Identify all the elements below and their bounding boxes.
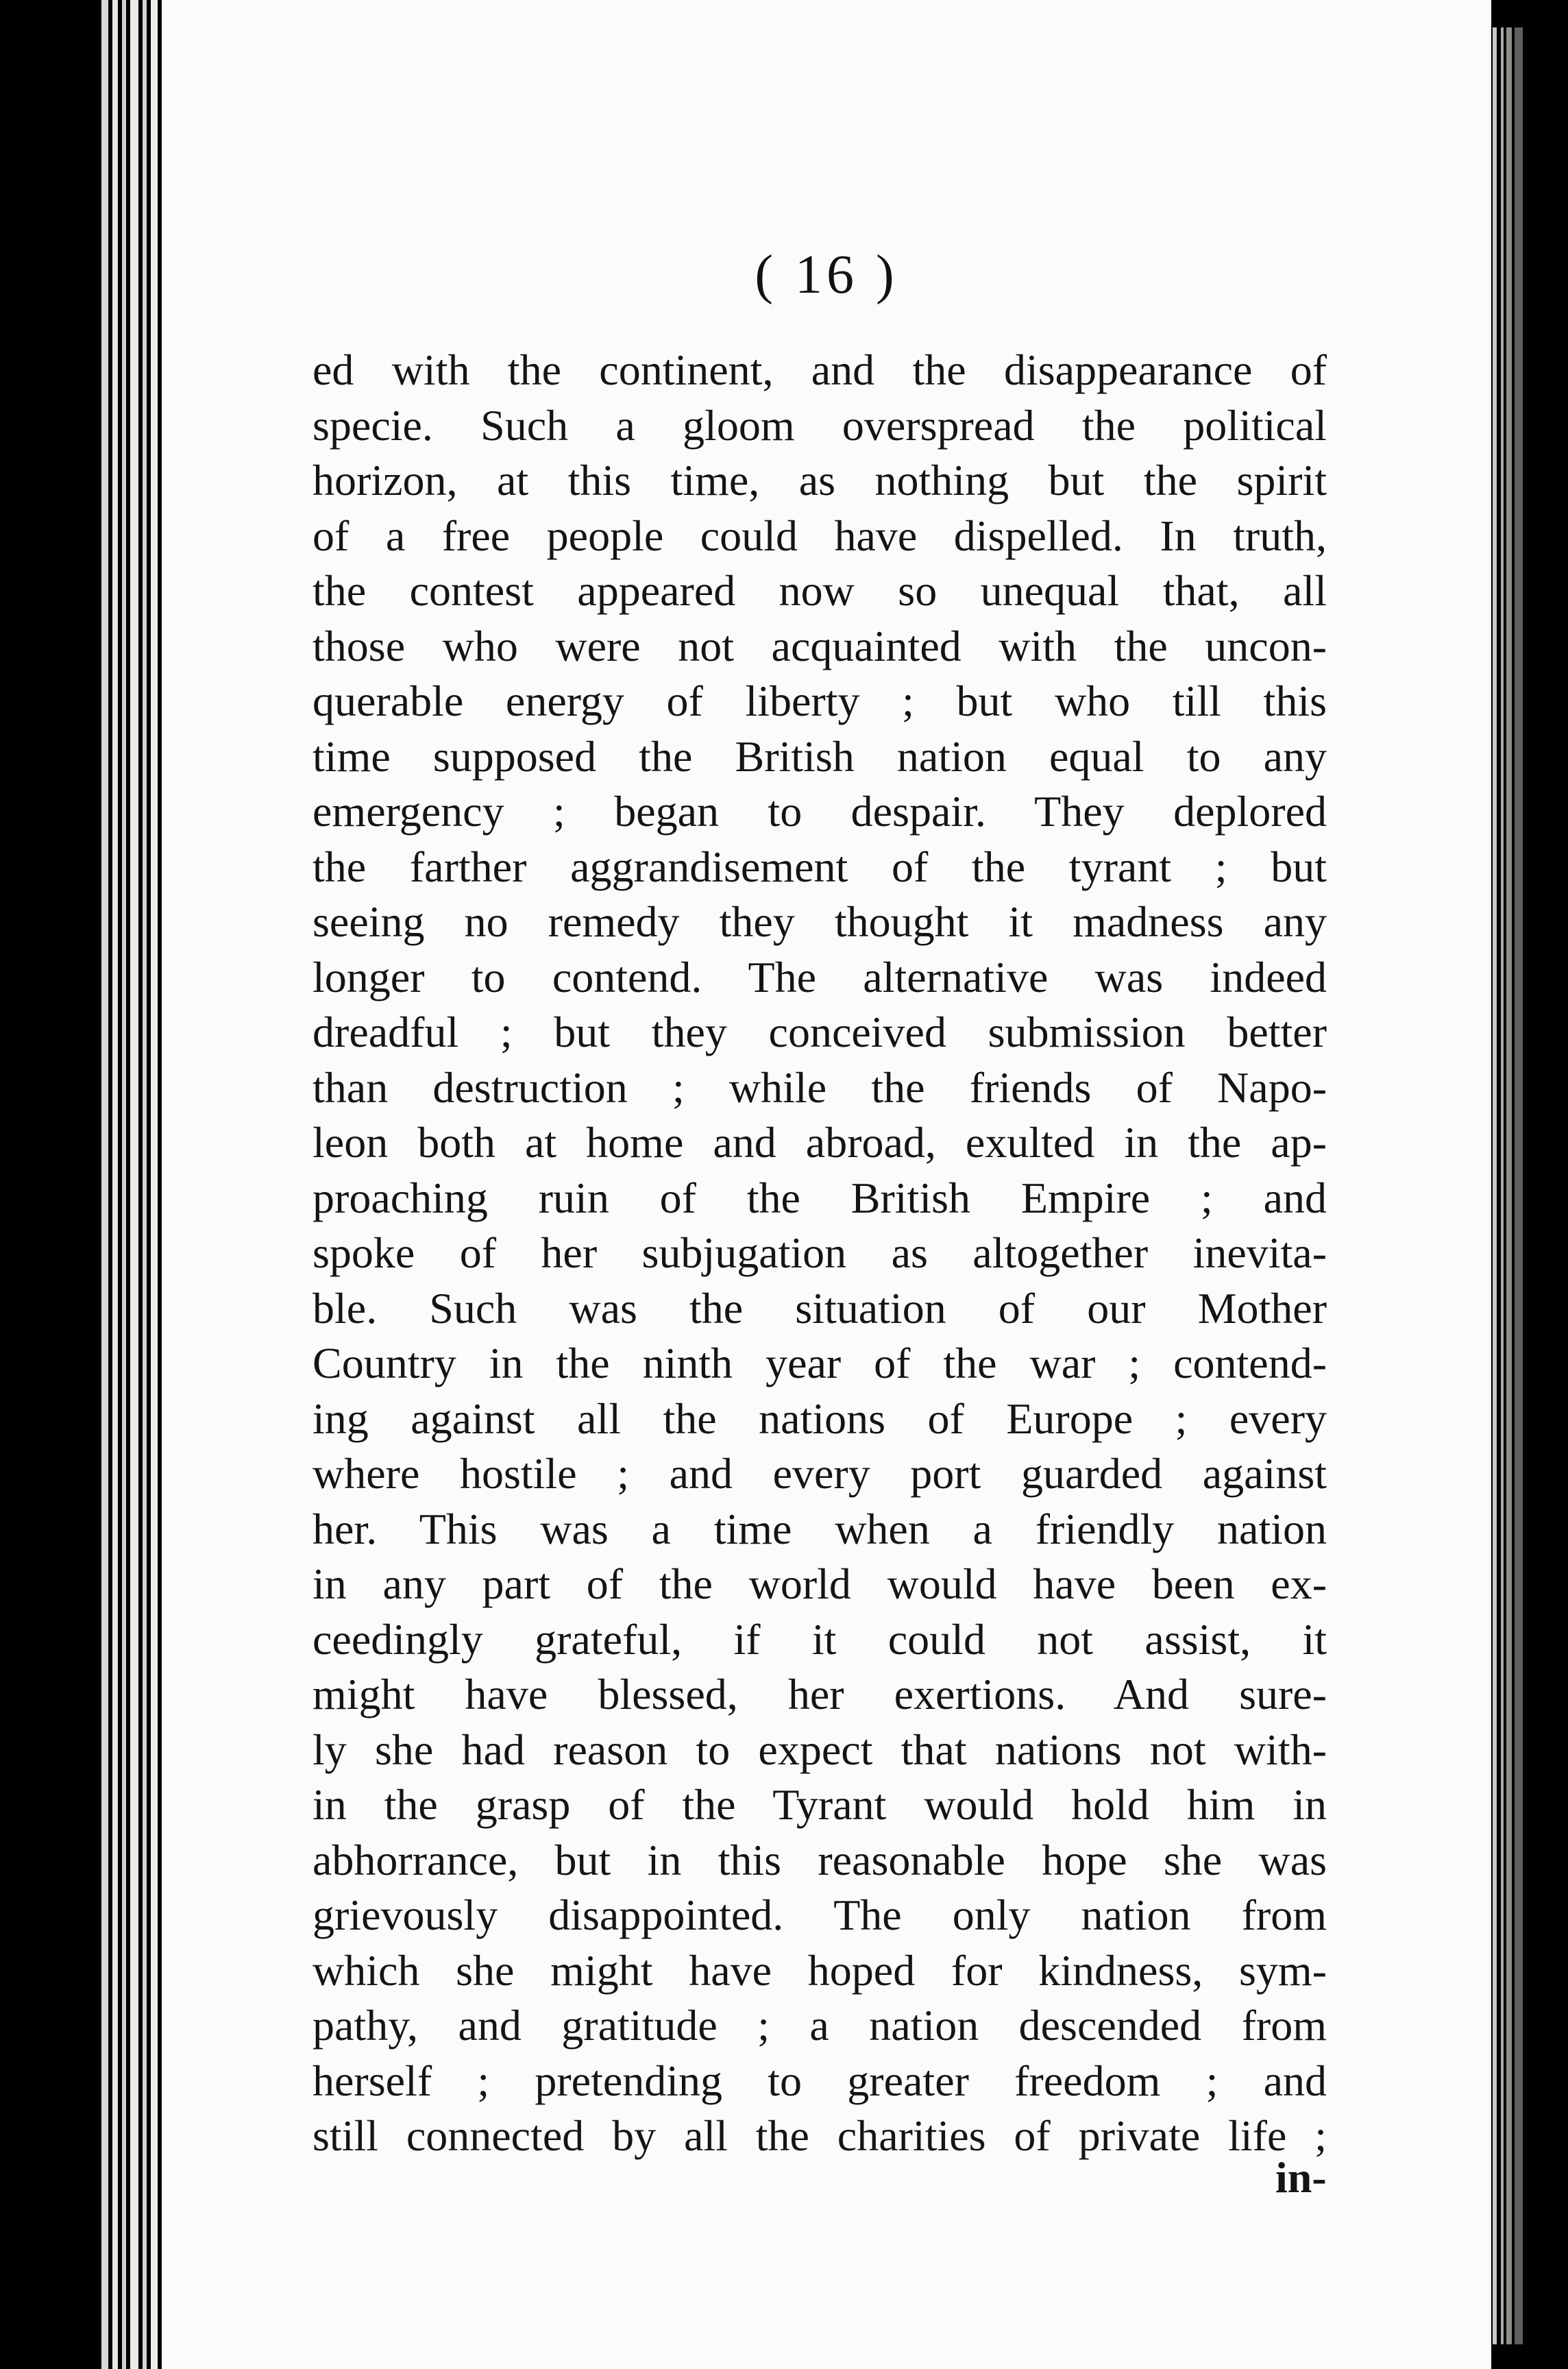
text-line: time supposed the British nation equal to any bbox=[313, 731, 1327, 781]
text-line: proaching ruin of the British Empire ; and bbox=[313, 1173, 1327, 1222]
page-number: ( 16 ) bbox=[755, 245, 898, 305]
text-line: emergency ; began to despair. They deplored bbox=[313, 787, 1327, 836]
text-line: the contest appeared now so unequal that, all bbox=[313, 566, 1327, 615]
page-edge bbox=[112, 0, 118, 2369]
page-edge bbox=[1501, 27, 1504, 2344]
text-line: of a free people could have dispelled. In truth, bbox=[313, 511, 1327, 560]
text-line: ble. Such was the situation of our Mother bbox=[313, 1283, 1327, 1333]
text-line: dreadful ; but they conceived submission better bbox=[313, 1008, 1327, 1056]
text-line: querable energy of liberty ; but who till this bbox=[313, 677, 1327, 725]
text-line: the farther aggrandisement of the tyrant ; but bbox=[313, 842, 1327, 891]
text-line: grievously disappointed. The only nation from bbox=[313, 1891, 1327, 1939]
text-line: in any part of the world would have been ex- bbox=[313, 1559, 1327, 1608]
text-line: abhorrance, but in this reasonable hope she was bbox=[313, 1835, 1327, 1884]
text-line: pathy, and gratitude ; a nation descended from bbox=[313, 2001, 1327, 2050]
page-edge bbox=[1506, 27, 1512, 2344]
text-line: leon both at home and abroad, exulted in the ap- bbox=[313, 1118, 1327, 1167]
page-edge bbox=[122, 0, 126, 2369]
text-line: ceedingly grateful, if it could not assist, it bbox=[313, 1614, 1327, 1664]
text-line: ed with the continent, and the disappearance of bbox=[313, 345, 1327, 394]
text-line: specie. Such a gloom overspread the political bbox=[313, 400, 1327, 450]
text-line: where hostile ; and every port guarded against bbox=[313, 1449, 1327, 1498]
text-line: ing against all the nations of Europe ; every bbox=[313, 1394, 1327, 1443]
text-line: ly she had reason to expect that nations not with- bbox=[313, 1725, 1327, 1774]
catchword: in- bbox=[1275, 2153, 1327, 2202]
page-edge bbox=[101, 0, 108, 2369]
text-line: Country in the ninth year of the war ; contend- bbox=[313, 1339, 1327, 1387]
page-edge bbox=[143, 0, 147, 2369]
text-line: still connected by all the charities of private life ; bbox=[313, 2111, 1327, 2160]
page-edge bbox=[1515, 27, 1523, 2344]
page-edge bbox=[130, 0, 138, 2369]
text-line: longer to contend. The alternative was indeed bbox=[313, 952, 1327, 1001]
text-line: herself ; pretending to greater freedom ; and bbox=[313, 2056, 1327, 2105]
text-line: those who were not acquainted with the uncon- bbox=[313, 621, 1327, 670]
book-page bbox=[162, 0, 1491, 2369]
text-line: might have blessed, her exertions. And sure- bbox=[313, 1670, 1327, 1718]
text-line: than destruction ; while the friends of Napo- bbox=[313, 1062, 1327, 1112]
text-line: spoke of her subjugation as altogether inevita- bbox=[313, 1228, 1327, 1277]
text-line: horizon, at this time, as nothing but the spirit bbox=[313, 456, 1327, 505]
text-line: her. This was a time when a friendly nation bbox=[313, 1504, 1327, 1553]
page-edge bbox=[151, 0, 158, 2369]
page-edge bbox=[1493, 27, 1497, 2344]
body-text bbox=[313, 343, 1327, 2164]
text-line: seeing no remedy they thought it madness any bbox=[313, 897, 1327, 946]
text-line: which she might have hoped for kindness, sym- bbox=[313, 1945, 1327, 1995]
text-line: in the grasp of the Tyrant would hold him in bbox=[313, 1780, 1327, 1829]
